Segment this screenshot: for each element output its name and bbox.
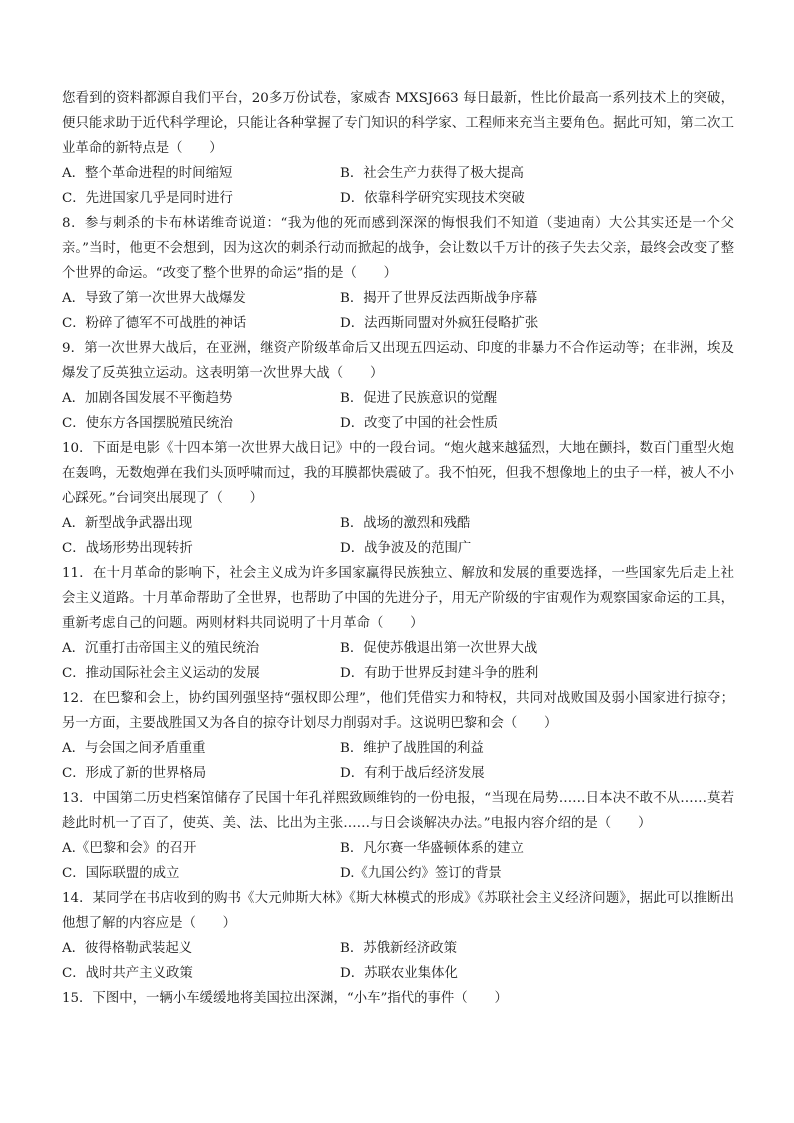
question-13-options (62, 836, 734, 886)
option-b: B．战场的激烈和残酷 (340, 516, 471, 531)
option-b: B．揭开了世界反法西斯战争序幕 (340, 291, 538, 306)
option-d: D．法西斯同盟对外疯狂侵略扩张 (340, 316, 539, 331)
option-d: D．依靠科学研究实现技术突破 (340, 191, 525, 206)
option-a: A．整个革命进程的时间缩短 (62, 166, 233, 181)
option-b: B．苏俄新经济政策 (340, 941, 457, 956)
question-11-stem: 11．在十月革命的影响下，社会主义成为许多国家赢得民族独立、解放和发展的重要选择，一些国家先后走上社会主义道路。十月革命帮助了全世界，也帮助了中国的先进分子，用无产阶级的宇宙观作为观察国家命运的工具，重新考虑自己的问题。两则材料共同说明了十月革命（ ） (62, 566, 734, 631)
option-a: A．新型战争武器出现 (62, 516, 193, 531)
option-a: A.《巴黎和会》的召开 (62, 841, 197, 856)
option-a: A．沉重打击帝国主义的殖民统治 (62, 641, 260, 656)
option-a: A．导致了第一次世界大战爆发 (62, 291, 246, 306)
question-8-stem: 8．参与刺杀的卡布林诺维奇说道：“我为他的死而感到深深的悔恨我们不知道（斐迪南）大公其实还是一个父亲。”当时，他更不会想到，因为这次的刺杀行动而掀起的战争，会让数以千万计的孩子失去父亲，最终会改变了整个世界的命运。“改变了整个世界的命运”指的是（ ） (62, 216, 734, 281)
option-c: C．形成了新的世界格局 (62, 766, 207, 781)
question-9-options (62, 386, 734, 436)
option-b: B．促进了民族意识的觉醒 (340, 391, 498, 406)
intro-options (62, 161, 734, 211)
question-14-options (62, 936, 734, 986)
question-14-stem: 14．某同学在书店收到的购书《大元帅斯大林》《斯大林模式的形成》《苏联社会主义经济问题》，据此可以推断出他想了解的内容应是（ ） (62, 891, 734, 931)
question-9-stem: 9．第一次世界大战后，在亚洲，继资产阶级革命后又出现五四运动、印度的非暴力不合作运动等；在非洲，埃及爆发了反英独立运动。这表明第一次世界大战（ ） (62, 341, 734, 381)
question-15-stem: 15．下图中，一辆小车缓缓地将美国拉出深渊，“小车”指代的事件（ ） (62, 991, 508, 1006)
question-8-options (62, 286, 734, 336)
option-c: C．战场形势出现转折 (62, 541, 193, 556)
option-b: B．维护了战胜国的利益 (340, 741, 484, 756)
intro-text: 您看到的资料都源自我们平台，20多万份试卷，家威杏 MXSJ663 每日最新，性比价最高一系列技术上的突破，便只能求助于近代科学理论，只能让各种掌握了专门知识的科学家、工程师来充当主要角色。据此可知，第二次工业革命的新特点是（ ） (62, 91, 734, 156)
option-c: C．先进国家几乎是同时进行 (62, 191, 233, 206)
question-10-stem: 10．下面是电影《十四本第一次世界大战日记》中的一段台词。“炮火越来越猛烈，大地在颤抖，数百门重型火炮在轰鸣，无数炮弹在我们头顶呼啸而过，我的耳膜都快震破了。我不怕死，但我不想像地上的虫子一样，被人不小心踩死。”台词突出展现了（ ） (62, 441, 734, 506)
question-12-stem: 12．在巴黎和会上，协约国列强坚持“强权即公理”，他们凭借实力和特权，共同对战败国及弱小国家进行掠夺；另一方面，主要战胜国又为各自的掠夺计划尽力削弱对手。这说明巴黎和会（ ） (62, 691, 734, 731)
question-12-options (62, 736, 734, 786)
option-c: C．国际联盟的成立 (62, 866, 180, 881)
option-c: C．推动国际社会主义运动的发展 (62, 666, 260, 681)
option-d: D．战争波及的范围广 (340, 541, 472, 556)
option-a: A．加剧各国发展不平衡趋势 (62, 391, 233, 406)
option-a: A．彼得格勒武装起义 (62, 941, 193, 956)
option-d: D．有助于世界反封建斗争的胜利 (340, 666, 539, 681)
question-11-options (62, 636, 734, 686)
option-b: B．促使苏俄退出第一次世界大战 (340, 641, 538, 656)
option-b: B．凡尔赛一华盛顿体系的建立 (340, 841, 524, 856)
option-a: A．与会国之间矛盾重重 (62, 741, 206, 756)
option-c: C．使东方各国摆脱殖民统治 (62, 416, 233, 431)
option-b: B．社会生产力获得了极大提高 (340, 166, 524, 181)
exam-page (62, 86, 734, 1011)
option-d: D．苏联农业集体化 (340, 966, 458, 981)
option-c: C．战时共产主义政策 (62, 966, 193, 981)
option-c: C．粉碎了德军不可战胜的神话 (62, 316, 247, 331)
question-10-options (62, 511, 734, 561)
question-13-stem: 13．中国第二历史档案馆储存了民国十年孔祥熙致顾维钧的一份电报，“当现在局势……日本决不敢不从……莫若趁此时机一了百了，使英、美、法、比出为主张……与日会谈解决办法。”电报内容介绍的是（ ） (62, 791, 734, 831)
option-d: D．有利于战后经济发展 (340, 766, 485, 781)
option-d: D.《九国公约》签订的背景 (340, 866, 502, 881)
option-d: D．改变了中国的社会性质 (340, 416, 499, 431)
